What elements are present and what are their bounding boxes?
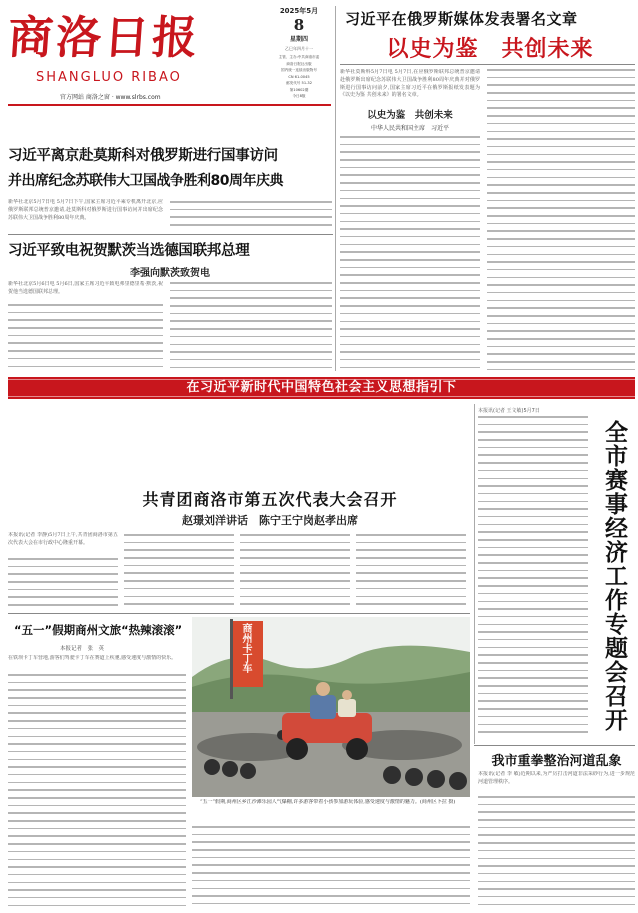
story2-body-col1 <box>8 304 163 371</box>
lead-intro: 新华社莫斯科5月7日电 5月7日,在应俄罗斯联邦总统普京邀请赴俄罗斯出席纪念苏联伟大卫国战争胜利80周年庆典并对俄罗斯进行国事访问前夕,国家主席习近平在俄罗斯报纸发表题为《以史为鉴 共创未来》的署名文章。 <box>340 69 480 99</box>
lunar-date: 乙巳年四月十一 <box>285 46 313 51</box>
feature-text: 在铁坝卡丁车营地,游客们驾驶卡丁车在赛道上疾驰,感受速度与激情的快乐。 <box>8 655 177 661</box>
section-divider <box>8 613 470 614</box>
river-text: 本报讯(记者 李 敏)近期以来,为严厉打击河道非法采砂行为,进一步规范河道管理秩序。 <box>478 771 635 785</box>
website-line[interactable]: 官方网站 商洛之窗 · www.slrbs.com <box>60 94 161 101</box>
lead-byline: 中华人民共和国主席 习近平 <box>370 125 449 132</box>
story2-text: 新华社北京5月6日电 5月6日,国家主席习近平致电弗里德里希·默茨,祝贺他当选德国联邦总理。 <box>8 281 163 295</box>
newspaper-pinyin: SHANGLUO RIBAO <box>36 70 182 85</box>
banner-stripe <box>8 396 635 397</box>
weekday: 星期四 <box>289 36 308 43</box>
lead-sub-headline: 以史为鉴 共创未来 <box>367 110 453 121</box>
congress-body-col3 <box>240 534 350 608</box>
congress-body-col1 <box>8 558 118 608</box>
right-col-body <box>478 416 588 736</box>
photo-sign-text: 商州卡丁车 <box>240 623 251 673</box>
date-box <box>268 6 330 108</box>
newspaper-title: 商洛日报 <box>6 11 202 64</box>
feature-lower-body <box>192 826 470 909</box>
story2-sub: 李强向默茨致贺电 <box>130 268 210 279</box>
feature-photo <box>192 617 470 797</box>
info-line: 国内统一连续出版物号 <box>281 68 317 72</box>
story-divider <box>8 234 333 235</box>
feature-body <box>8 674 186 909</box>
masthead-logo <box>8 8 258 68</box>
lead-body-col2 <box>487 69 635 371</box>
info-line: 第10602期 <box>289 87 309 92</box>
info-line: 今日8版 <box>292 94 306 98</box>
story1-text: 新华社北京5月7日电 5月7日下午,国家主席习近平乘专机离开北京,应俄罗斯联邦总统普京邀请,赴莫斯科对俄罗斯进行国事访问并出席纪念苏联伟大卫国战争胜利80周年庆典。 <box>8 199 163 221</box>
lead-body-col1 <box>340 136 480 371</box>
column-divider <box>335 6 336 371</box>
lead-kicker: 习近平在俄罗斯媒体发表署名文章 <box>345 10 578 28</box>
vertical-headline: 全市赛事经济工作专题会召开 <box>601 419 627 732</box>
congress-headline: 共青团商洛市第五次代表大会召开 <box>142 490 398 509</box>
feature-headline: “五一”假期商州文旅“热辣滚滚” <box>14 623 183 637</box>
publication-info <box>268 54 330 100</box>
feature-byline: 本报记者 张 英 <box>60 646 105 652</box>
story1-body <box>170 201 332 229</box>
info-line: 商洛日报社出版 <box>286 61 312 66</box>
congress-body-col4 <box>356 534 466 608</box>
congress-body-col2 <box>124 534 234 608</box>
story1-headline-1: 习近平离京赴莫斯科对俄罗斯进行国事访问 <box>8 148 278 164</box>
date-year-month: 2025年5月 <box>279 7 319 15</box>
story2-body-col2 <box>170 282 332 371</box>
column-divider <box>474 404 475 744</box>
congress-text: 本报讯(记者 李静)5月7日上午,共青团商洛市第五次代表大会在市行政中心隆重开幕。 <box>8 532 118 546</box>
lead-rule <box>340 64 635 65</box>
masthead-rule <box>8 104 331 106</box>
date-day: 8 <box>293 16 305 34</box>
story2-headline: 习近平致电祝贺默茨当选德国联邦总理 <box>8 243 250 259</box>
theme-banner <box>8 377 635 399</box>
feature-caption: “五一”假期,商州区乡江沙滩乐园人气爆棚,许多游客带着小孩参加游玩体验,感受速度与激情的魅力。(商州区卜拉 摄) <box>200 799 456 805</box>
banner-text: 在习近平新时代中国特色社会主义思想指引下 <box>186 380 457 395</box>
river-headline: 我市重拳整治河道乱象 <box>491 754 622 769</box>
lead-headline: 以史为鉴 共创未来 <box>386 37 594 62</box>
info-line: 主管、主办:中共商洛市委 <box>278 55 320 59</box>
congress-sub: 赵璟刘洋讲话 陈宁王宁岗赵孝出席 <box>182 514 358 527</box>
right-col-byline: 本报讯(记者 王文敏)5月7日 <box>478 408 540 414</box>
banner-stripe <box>8 379 635 380</box>
info-line: 邮发代号 51-32 <box>286 81 312 85</box>
section-divider <box>474 745 635 746</box>
river-body <box>478 796 635 909</box>
info-line: CN 61-0045 <box>288 74 310 79</box>
story1-headline-2: 并出席纪念苏联伟大卫国战争胜利80周年庆典 <box>8 173 283 189</box>
